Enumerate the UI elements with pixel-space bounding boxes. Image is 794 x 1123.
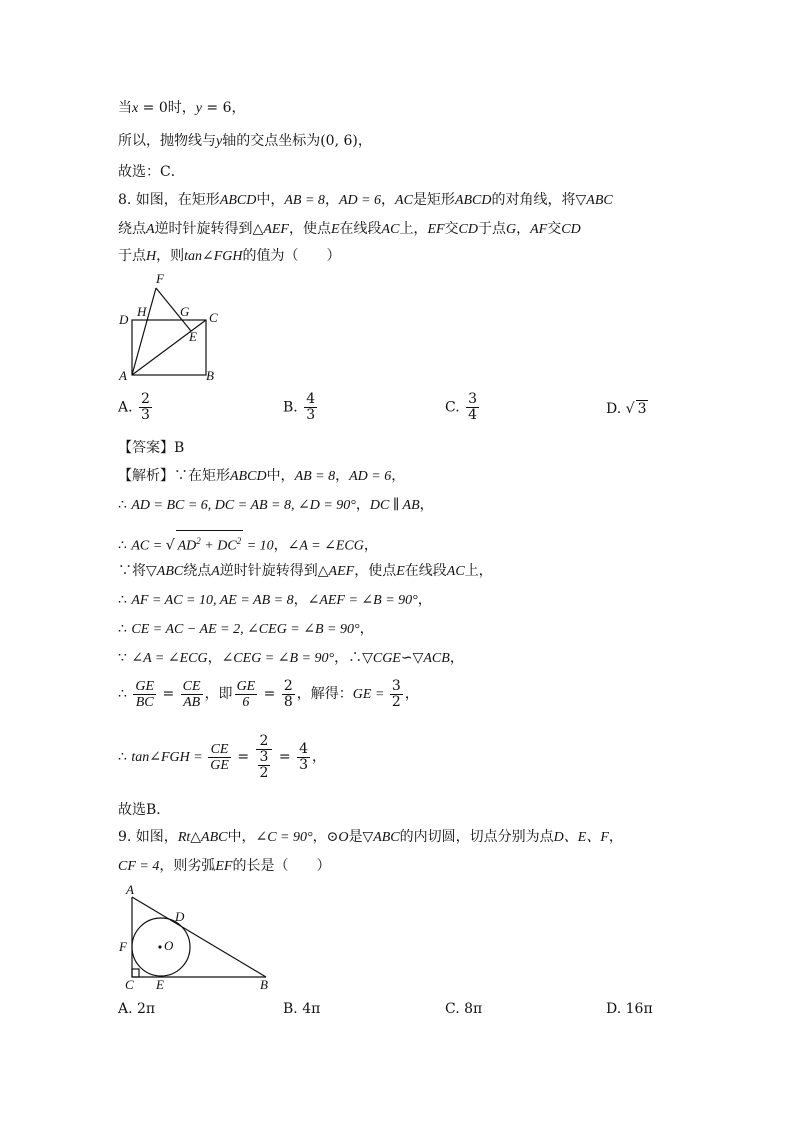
math: AC <box>446 564 465 579</box>
q9-option-b[interactable] <box>283 1001 320 1017</box>
math: ▽ABC <box>146 564 184 579</box>
prev-line-3: 故选：C． <box>118 164 185 180</box>
numerator: 4 <box>299 740 308 757</box>
denominator: GE <box>210 757 229 773</box>
denominator: 4 <box>468 407 478 423</box>
q8-sol-line-2 <box>118 495 434 516</box>
q8-stem-line-3 <box>118 246 341 267</box>
fraction <box>297 742 310 773</box>
text: ∴ <box>118 621 132 637</box>
option-letter: B. <box>283 1001 298 1017</box>
text: 中， <box>227 829 256 845</box>
text: ， <box>391 468 406 484</box>
math: GE = <box>352 687 388 702</box>
option-value: 4π <box>302 1001 321 1017</box>
option-letter: A. <box>118 1001 133 1017</box>
text: 上， <box>399 221 428 237</box>
fraction <box>208 742 231 773</box>
label-h: H <box>137 304 147 319</box>
math: Rt△ABC <box>177 830 228 845</box>
q8-answer: 【答案】B <box>118 440 185 456</box>
text: ，即 <box>204 686 233 702</box>
text: ， <box>355 497 370 513</box>
text: ，则劣弧 <box>159 858 216 874</box>
q8-sol-line-7 <box>118 648 464 669</box>
q8-sol-line-4 <box>118 561 493 582</box>
text: = 6， <box>201 100 246 116</box>
denominator: 3 <box>299 756 308 773</box>
q8-sol-line-1 <box>118 466 405 487</box>
numerator: 2 <box>141 391 150 407</box>
math: AF <box>530 222 548 237</box>
denominator: 3 <box>306 407 316 423</box>
numerator: GE <box>236 678 256 694</box>
option-letter: D. <box>606 401 622 417</box>
numerator: 3 <box>259 748 269 765</box>
math: ⊙O <box>326 830 349 845</box>
text: 交 <box>444 221 459 237</box>
label-b: B <box>206 368 214 383</box>
fraction <box>181 679 203 710</box>
label-a: A <box>126 882 134 897</box>
denominator: 6 <box>242 694 250 710</box>
q8-sol-line-8 <box>118 678 419 711</box>
text: ∴ <box>118 749 132 765</box>
q8-option-a[interactable] <box>118 392 154 423</box>
label-f: F <box>119 939 127 954</box>
exponent: 2 <box>236 536 242 546</box>
text: ， <box>449 650 464 666</box>
text: 9. 如图， <box>118 829 178 845</box>
option-value: 2π <box>137 1001 156 1017</box>
text: 于点 <box>118 248 146 264</box>
math: CE = AC − AE = 2, ∠CEG = ∠B = 90° <box>131 622 360 637</box>
option-letter: A. <box>118 399 133 416</box>
numerator: 2 <box>283 677 293 694</box>
q9-stem-line-1 <box>118 827 623 848</box>
denominator <box>256 750 273 781</box>
text: ，使点 <box>354 563 397 579</box>
q8-stem-line-1 <box>118 190 613 211</box>
text: ， <box>363 537 378 554</box>
denominator: BC <box>135 694 154 710</box>
option-value: 8π <box>464 1001 483 1017</box>
math: ∠CEG = ∠B = 90° <box>221 651 335 666</box>
text: ， <box>359 621 374 637</box>
text: 的内切圆，切点分别为点 <box>399 829 554 845</box>
math: ABCD <box>230 469 267 484</box>
math: AB = 8 <box>294 469 336 484</box>
fraction <box>282 679 295 710</box>
side-ab <box>132 897 266 977</box>
math: ABCD <box>219 193 257 208</box>
math: AD <box>177 538 197 554</box>
text: 8. 如图，在矩形 <box>118 192 220 208</box>
text: ，使点 <box>288 221 331 237</box>
math: ∠C = 90° <box>255 830 313 845</box>
center-point-o <box>158 945 161 948</box>
option-letter: D. <box>606 1001 622 1017</box>
sqrt-radicand <box>176 530 244 557</box>
math: = 10 <box>243 538 274 554</box>
option-letter: C. <box>445 399 460 416</box>
math: ▽ABC <box>362 830 400 845</box>
numerator: GE <box>135 678 155 694</box>
math: AD = 6 <box>338 193 382 208</box>
denominator: AB <box>183 694 201 710</box>
math: ▽CGE∽▽ACB <box>362 651 450 666</box>
label-g: G <box>180 304 190 319</box>
text: 所以，抛物线与 <box>118 133 216 149</box>
text: ∴ <box>118 686 132 702</box>
label-b: B <box>260 977 268 992</box>
text: ，∴ <box>334 650 363 666</box>
right-angle-mark <box>132 969 139 977</box>
math: AD = BC = 6, DC = AB = 8, ∠D = 90° <box>131 498 356 513</box>
label-d: D <box>175 909 185 924</box>
label-o: O <box>164 938 174 953</box>
q8-sol-end: 故选B． <box>118 802 171 818</box>
numerator: CE <box>208 742 231 758</box>
text: 是矩形 <box>412 192 455 208</box>
q8-option-d[interactable] <box>606 400 648 417</box>
coordinate: (0, 6) <box>320 133 358 149</box>
text: 绕点 <box>183 563 212 579</box>
text: ， <box>417 592 432 608</box>
q8-sol-line-5 <box>118 590 432 611</box>
math: △AEF <box>252 222 289 237</box>
math: CD <box>458 222 478 237</box>
text: 逆时针旋转得到 <box>154 221 253 237</box>
math: EF <box>215 859 233 874</box>
denominator: 2 <box>391 693 401 710</box>
q8-stem-line-2 <box>118 219 581 240</box>
text: ∴ <box>118 592 132 608</box>
fraction <box>258 750 271 781</box>
math: ∠A = ∠ECG <box>131 651 208 666</box>
prev-line-2 <box>118 131 372 152</box>
equals: = <box>274 749 296 765</box>
fraction <box>133 679 156 710</box>
math: ▽ABC <box>575 193 613 208</box>
math: H <box>146 249 157 264</box>
text: ∵ <box>118 650 132 666</box>
q9-option-a[interactable] <box>118 1001 155 1017</box>
text: = 0时， <box>138 100 196 116</box>
text: 在线段 <box>339 221 382 237</box>
text: 【解析】∵在矩形 <box>118 468 230 484</box>
q9-option-c[interactable] <box>445 1001 482 1017</box>
var-y: y <box>216 134 223 149</box>
label-f: F <box>156 271 164 286</box>
math: EF <box>427 222 445 237</box>
text: ， <box>207 650 222 666</box>
q9-option-d[interactable] <box>606 1001 653 1017</box>
math: AF = AC = 10, AE = AB = 8 <box>131 593 294 608</box>
math: A <box>146 222 155 237</box>
text: ， <box>357 133 372 149</box>
math: AD = 6 <box>349 469 392 484</box>
text: ， <box>324 192 339 208</box>
text: ， <box>335 468 350 484</box>
text: ， <box>419 497 434 513</box>
sqrt-radicand: 3 <box>637 401 647 417</box>
text: 当 <box>118 100 132 116</box>
label-a: A <box>119 368 127 383</box>
var-x: x <box>132 101 139 116</box>
math: ∠A = ∠ECG <box>287 538 364 554</box>
math: CF = 4 <box>118 859 160 874</box>
text: ， <box>608 829 623 845</box>
fraction <box>235 679 258 710</box>
text: 绕点 <box>118 221 146 237</box>
text: ，则 <box>156 248 185 264</box>
q8-figure <box>112 268 232 386</box>
text: ∴ <box>118 497 132 513</box>
text: 的值为（ ） <box>242 248 341 264</box>
q8-sol-line-9 <box>118 732 326 783</box>
numerator: 3 <box>391 677 401 694</box>
denominator: 8 <box>283 693 293 710</box>
label-e: E <box>156 977 164 992</box>
math: AB = 8 <box>284 193 325 208</box>
text: ， <box>312 829 327 845</box>
prev-line-1 <box>118 98 246 119</box>
text: 中， <box>266 468 295 484</box>
fraction <box>390 679 403 710</box>
math: AC <box>395 193 413 208</box>
q8-option-b[interactable] <box>283 392 319 423</box>
fraction <box>139 392 152 423</box>
math: AC = <box>131 538 166 554</box>
text: ， <box>381 192 396 208</box>
equals: = <box>259 686 280 702</box>
sqrt-sign: √ <box>165 537 175 554</box>
option-letter: C. <box>445 1001 460 1017</box>
denominator: 2 <box>259 764 269 781</box>
equals: = <box>158 686 179 702</box>
numerator: CE <box>182 678 201 694</box>
q8-sol-line-6 <box>118 619 374 640</box>
option-value: 16π <box>625 1001 653 1017</box>
q8-sol-line-3 <box>118 530 378 557</box>
text: 交 <box>547 221 562 237</box>
text: ，解得： <box>296 686 353 702</box>
text: ∴ <box>118 537 132 554</box>
denominator: 3 <box>141 407 150 423</box>
math: AC <box>381 222 400 237</box>
math: △AEF <box>317 564 355 579</box>
math: tan∠FGH <box>184 249 243 264</box>
q9-figure <box>112 880 277 992</box>
math: G <box>506 222 517 237</box>
label-c: C <box>125 977 134 992</box>
math: DC ∥ AB <box>369 498 420 513</box>
q8-option-c[interactable] <box>445 392 481 423</box>
math: D、E、F <box>553 830 609 845</box>
text: ， <box>312 749 326 765</box>
text: 逆时针旋转得到 <box>219 563 318 579</box>
math: E <box>396 564 405 579</box>
text: 在线段 <box>404 563 447 579</box>
text: ∵将 <box>118 563 146 579</box>
text: 的长是（ ） <box>232 858 331 874</box>
sqrt-sign: √ <box>625 401 635 417</box>
q9-stem-line-2 <box>118 856 330 877</box>
fraction <box>466 392 479 423</box>
label-e: E <box>189 329 197 344</box>
label-d: D <box>119 312 129 327</box>
text: 中， <box>256 192 285 208</box>
text: ， <box>273 537 288 554</box>
text: ， <box>516 221 531 237</box>
numerator: 3 <box>468 391 478 407</box>
math: tan∠FGH = <box>131 750 207 765</box>
equals: = <box>232 749 254 765</box>
label-c: C <box>209 310 218 325</box>
math: + DC <box>200 538 237 554</box>
text: ， <box>293 592 308 608</box>
math: ABCD <box>454 193 492 208</box>
math: CD <box>561 222 581 237</box>
math: A <box>211 564 220 579</box>
complex-fraction <box>256 734 273 781</box>
text: 轴的交点坐标为 <box>222 133 321 149</box>
fraction <box>304 392 317 423</box>
segment-af <box>132 288 156 375</box>
exponent: 2 <box>196 536 201 546</box>
numerator: 4 <box>306 391 316 407</box>
option-letter: B. <box>283 399 298 416</box>
text: 上， <box>464 563 493 579</box>
var-y: y <box>195 101 202 116</box>
text: 是 <box>348 829 363 845</box>
text: 的对角线，将 <box>491 192 576 208</box>
numerator: 2 <box>256 734 273 750</box>
math: ∠AEF = ∠B = 90° <box>307 593 418 608</box>
text: ， <box>404 686 419 702</box>
math: E <box>330 222 340 237</box>
text: 于点 <box>478 221 506 237</box>
